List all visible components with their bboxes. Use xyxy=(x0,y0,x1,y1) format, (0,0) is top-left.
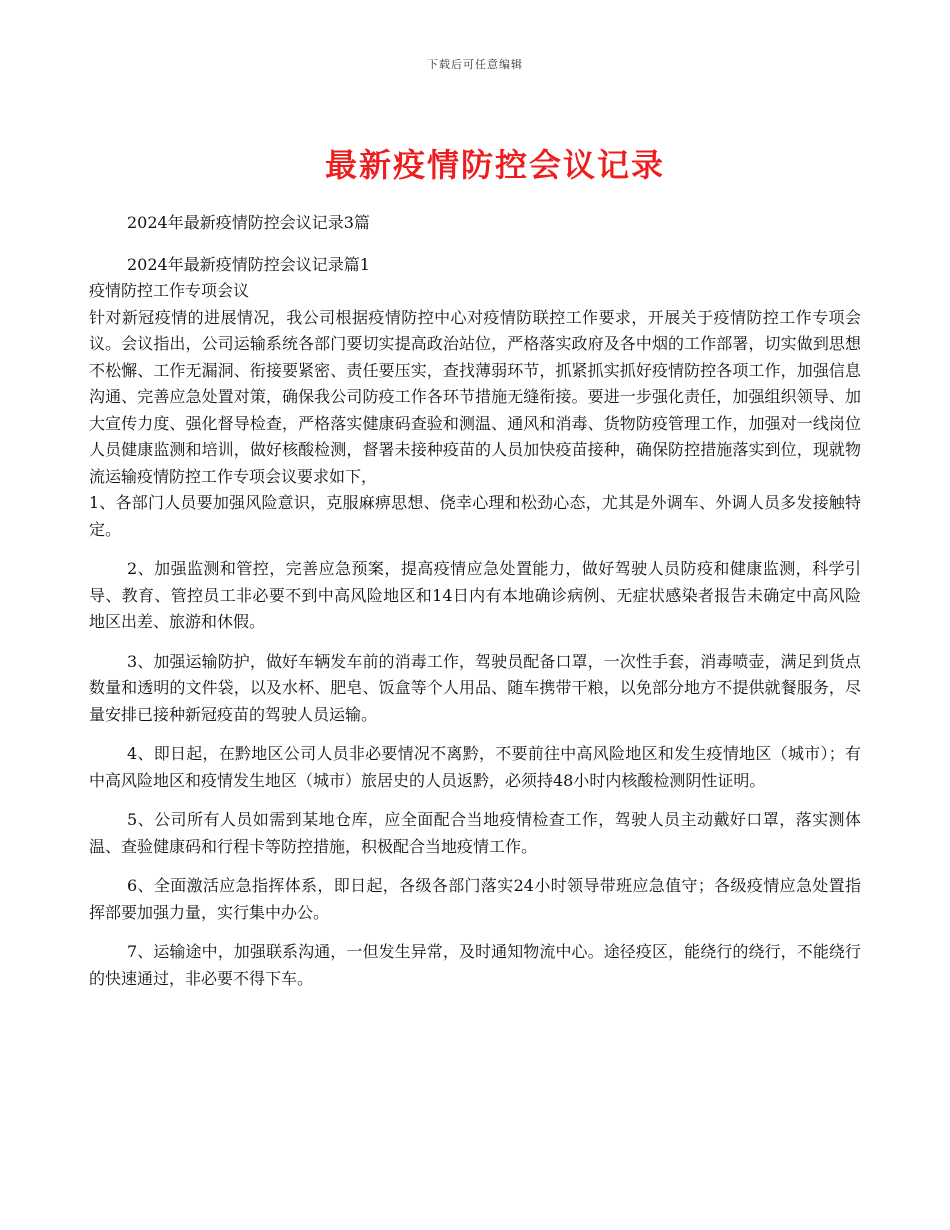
intro-paragraph: 针对新冠疫情的进展情况，我公司根据疫情防控中心对疫情防联控工作要求，开展关于疫情防控工作专项会议。会议指出，公司运输系统各部门要切实提高政治站位，严格落实政府及各中烟的工作部署，切实做到思想不松懈、工作无漏洞、衔接要紧密、责任要压实，查找薄弱环节，抓紧抓实抓好疫情防控各项工作，加强信息沟通、完善应急处置对策，确保我公司防疫工作各环节措施无缝衔接。要进一步强化责任，加强组织领导、加大宣传力度、强化督导检查，严格落实健康码查验和测温、通风和消毒、货物防疫管理工作，加强对一线岗位人员健康监测和培训，做好核酸检测，督署未接种疫苗的人员加快疫苗接种，确保防控措施落实到位，现就物流运输疫情防控工作专项会议要求如下， xyxy=(89,307,861,486)
list-item: 5、公司所有人员如需到某地仓库，应全面配合当地疫情检查工作，驾驶人员主动戴好口罩，落实测体温、查验健康码和行程卡等防控措施，积极配合当地疫情工作。 xyxy=(89,810,861,856)
document-subtitle: 2024年最新疫情防控会议记录3篇 xyxy=(127,213,370,232)
section-title: 2024年最新疫情防控会议记录篇1 xyxy=(127,254,370,274)
list-item: 2、加强监测和管控，完善应急预案，提高疫情应急处置能力，做好驾驶人员防疫和健康监测，科学引导、教育、管控员工非必要不到中高风险地区和14日内有本地确诊病例、无症状感染者报告未确定中高风险地区出差、旅游和休假。 xyxy=(89,559,861,631)
page-title: 最新疫情防控会议记录 xyxy=(324,146,665,184)
meeting-title: 疫情防控工作专项会议 xyxy=(89,281,250,300)
header-note: 下载后可任意编辑 xyxy=(427,58,523,71)
list-item: 1、各部门人员要加强风险意识，克服麻痹思想、侥幸心理和松劲心态，尤其是外调车、外调人员多发接触特定。 xyxy=(89,493,861,539)
list-item: 6、全面激活应急指挥体系，即日起，各级各部门落实24小时领导带班应急值守；各级疫情应急处置指挥部要加强力量，实行集中办公。 xyxy=(89,876,861,922)
list-item: 4、即日起，在黔地区公司人员非必要情况不离黔，不要前往中高风险地区和发生疫情地区（城市）；有中高风险地区和疫情发生地区（城市）旅居史的人员返黔，必须持48小时内核酸检测阴性证明。 xyxy=(89,744,861,790)
document-body xyxy=(89,210,861,992)
list-item: 7、运输途中，加强联系沟通，一但发生异常，及时通知物流中心。途径疫区，能绕行的绕行，不能绕行的快速通过，非必要不得下车。 xyxy=(89,942,861,988)
list-item: 3、加强运输防护，做好车辆发车前的消毒工作，驾驶员配备口罩，一次性手套，消毒喷壶，满足到货点数量和透明的文件袋，以及水杯、肥皂、饭盒等个人用品、随车携带干粮，以免部分地方不提供就餐服务，尽量安排已接种新冠疫苗的驾驶人员运输。 xyxy=(89,651,861,724)
